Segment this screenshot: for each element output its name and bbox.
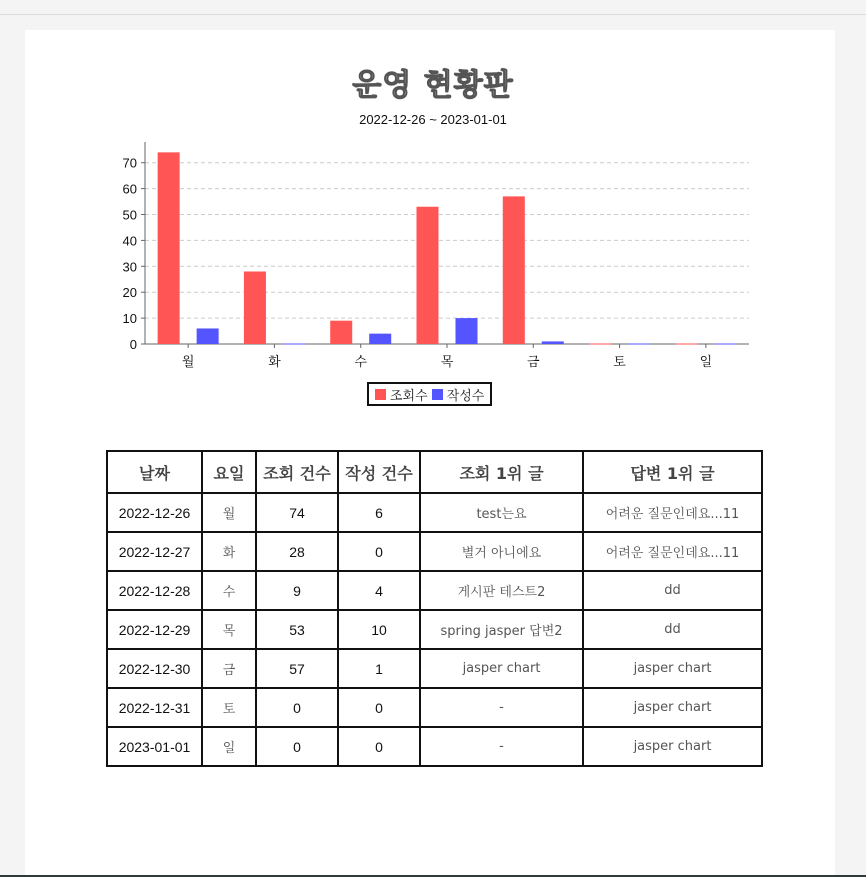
cell-weekday: 금: [202, 649, 256, 688]
cell-view-count: 0: [256, 727, 338, 766]
bar-posts-4: [542, 341, 564, 344]
table-header-row: [107, 451, 762, 493]
header-date: 날짜: [107, 451, 202, 493]
cell-top-answered-post: 어려운 질문인데요...11: [583, 532, 762, 571]
table-row: [107, 727, 762, 766]
cell-top-answered-post: jasper chart: [583, 727, 762, 766]
y-tick-label: 0: [129, 337, 137, 352]
y-tick-label: 50: [122, 207, 137, 223]
bar-views-3: [417, 207, 439, 344]
bar-posts-2: [369, 334, 391, 344]
cell-weekday: 토: [202, 688, 256, 727]
legend-swatch-posts: [432, 389, 443, 400]
report-date-range: 2022-12-26 ~ 2023-01-01: [359, 112, 507, 127]
cell-top-viewed-post: test는요: [420, 493, 583, 532]
bar-views-1: [244, 271, 266, 344]
cell-view-count: 57: [256, 649, 338, 688]
cell-post-count: 0: [338, 688, 420, 727]
legend-item-views: [375, 385, 428, 404]
x-tick-label: 목: [440, 354, 454, 369]
y-tick-label: 60: [122, 181, 137, 197]
cell-weekday: 수: [202, 571, 256, 610]
cell-post-count: 0: [338, 727, 420, 766]
cell-post-count: 0: [338, 532, 420, 571]
table-row: [107, 610, 762, 649]
table-row: [107, 532, 762, 571]
legend-label-posts: 작성수: [446, 388, 485, 404]
cell-top-answered-post: jasper chart: [583, 649, 762, 688]
bar-posts-3: [456, 318, 478, 344]
x-tick-label: 월: [181, 354, 195, 369]
y-tick-label: 10: [122, 311, 137, 327]
cell-post-count: 4: [338, 571, 420, 610]
header-top-answered-post: 답변 1위 글: [583, 451, 762, 493]
cell-top-viewed-post: jasper chart: [420, 649, 583, 688]
cell-post-count: 6: [338, 493, 420, 532]
cell-view-count: 9: [256, 571, 338, 610]
cell-date: 2023-01-01: [107, 727, 202, 766]
cell-date: 2022-12-27: [107, 532, 202, 571]
cell-top-answered-post: jasper chart: [583, 688, 762, 727]
chart-legend: [367, 382, 492, 406]
header-weekday: 요일: [202, 451, 256, 493]
cell-post-count: 1: [338, 649, 420, 688]
cell-top-viewed-post: spring jasper 답변2: [420, 610, 583, 649]
top-divider: [0, 14, 866, 15]
bar-posts-0: [197, 328, 219, 344]
x-tick-label: 일: [699, 354, 713, 369]
y-tick-label: 20: [122, 285, 137, 301]
cell-view-count: 74: [256, 493, 338, 532]
x-tick-label: 금: [527, 354, 540, 369]
x-tick-label: 토: [613, 354, 626, 369]
cell-top-answered-post: dd: [583, 610, 762, 649]
table-row: [107, 649, 762, 688]
y-tick-label: 30: [122, 259, 137, 275]
bar-views-2: [330, 321, 352, 344]
cell-post-count: 10: [338, 610, 420, 649]
x-tick-label: 화: [268, 354, 281, 369]
table-row: [107, 688, 762, 727]
bar-chart: [0, 130, 866, 380]
summary-table: [106, 450, 763, 767]
cell-view-count: 53: [256, 610, 338, 649]
cell-date: 2022-12-31: [107, 688, 202, 727]
legend-label-views: 조회수: [390, 388, 428, 404]
cell-weekday: 월: [202, 493, 256, 532]
cell-weekday: 화: [202, 532, 256, 571]
header-top-viewed-post: 조회 1위 글: [420, 451, 583, 493]
header-view-count: 조회 건수: [256, 451, 338, 493]
cell-view-count: 0: [256, 688, 338, 727]
cell-date: 2022-12-26: [107, 493, 202, 532]
y-tick-label: 70: [122, 155, 137, 171]
table-row: [107, 493, 762, 532]
cell-view-count: 28: [256, 532, 338, 571]
table-row: [107, 571, 762, 610]
cell-weekday: 목: [202, 610, 256, 649]
cell-top-answered-post: 어려운 질문인데요...11: [583, 493, 762, 532]
x-tick-label: 수: [354, 354, 367, 369]
cell-top-viewed-post: 게시판 테스트2: [420, 571, 583, 610]
header-post-count: 작성 건수: [338, 451, 420, 493]
legend-item-posts: [432, 385, 485, 404]
bar-views-0: [158, 152, 180, 344]
bar-views-4: [503, 196, 525, 344]
cell-date: 2022-12-30: [107, 649, 202, 688]
legend-swatch-views: [375, 389, 386, 400]
cell-top-answered-post: dd: [583, 571, 762, 610]
y-tick-label: 40: [122, 233, 137, 249]
cell-date: 2022-12-29: [107, 610, 202, 649]
report-title: 운영 현황판: [352, 68, 514, 103]
cell-top-viewed-post: -: [420, 727, 583, 766]
cell-date: 2022-12-28: [107, 571, 202, 610]
cell-weekday: 일: [202, 727, 256, 766]
cell-top-viewed-post: -: [420, 688, 583, 727]
cell-top-viewed-post: 별거 아니에요: [420, 532, 583, 571]
